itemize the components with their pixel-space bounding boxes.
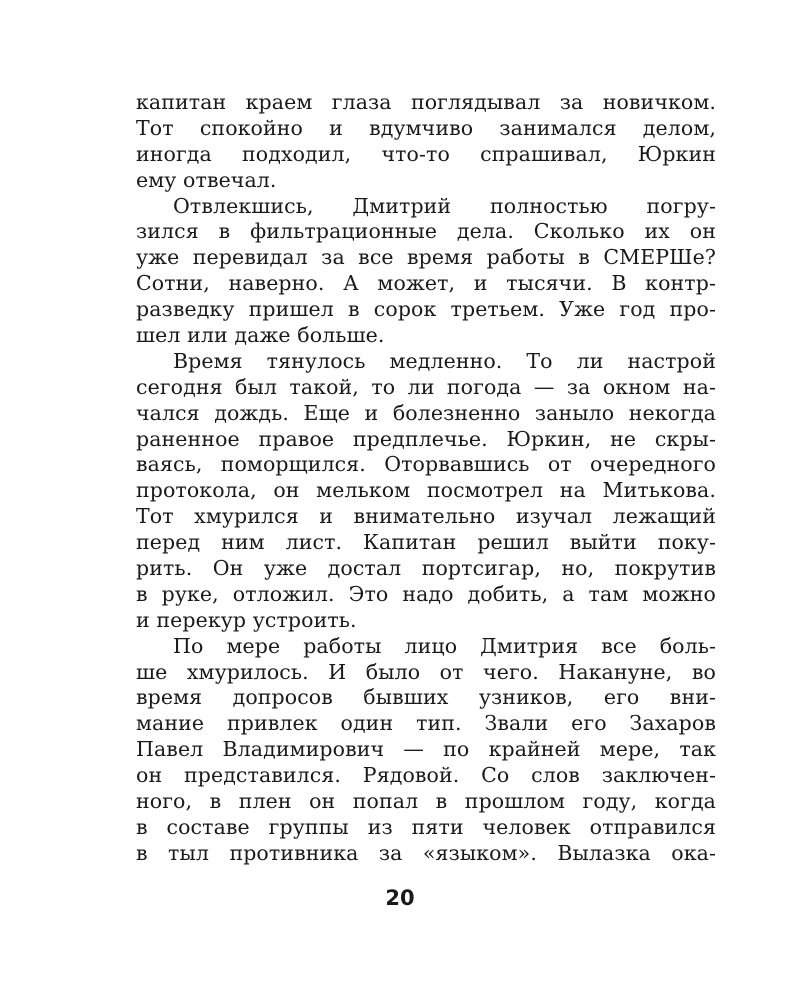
- paragraph-2: [136, 194, 716, 349]
- text-line: разведку пришел в сорок третьем. Уже год про-: [136, 297, 716, 322]
- text-line: зился в фильтрационные дела. Сколько их он: [136, 219, 716, 244]
- text-line: Тот спокойно и вдумчиво занимался делом,: [136, 115, 716, 140]
- text-line: в составе группы из пяти человек отправился: [136, 814, 716, 839]
- text-line: шел или даже больше.: [136, 323, 385, 348]
- text-line: и перекур устроить.: [136, 607, 357, 632]
- book-page-text: [136, 90, 716, 867]
- text-line: уже перевидал за все время работы в СМЕРШе?: [136, 245, 716, 270]
- text-line: Сотни, наверно. А может, и тысячи. В контр-: [136, 271, 716, 296]
- text-line: перед ним лист. Капитан решил выйти поку-: [136, 530, 716, 555]
- text-line: капитан краем глаза поглядывал за новичком.: [136, 90, 716, 114]
- text-line: иногда подходил, что-то спрашивал, Юркин: [136, 141, 716, 166]
- text-line: ему отвечал.: [136, 167, 277, 192]
- text-line: ваясь, поморщился. Оторвавшись от очередного: [136, 452, 716, 477]
- text-line: в руке, отложил. Это надо добить, а там можно: [136, 581, 716, 606]
- paragraph-4: [136, 634, 716, 867]
- text-line: Отвлекшись, Дмитрий полностью погру-: [173, 193, 716, 218]
- text-line: он представился. Рядовой. Со слов заключен-: [136, 763, 716, 788]
- paragraph-3: [136, 349, 716, 634]
- text-line: сегодня был такой, то ли погода — за окном на-: [136, 374, 716, 399]
- text-line: Тот хмурился и внимательно изучал лежащий: [136, 504, 716, 529]
- text-line: мание привлек один тип. Звали его Захаров: [136, 711, 716, 736]
- text-line: рить. Он уже достал портсигар, но, покрутив: [136, 556, 716, 581]
- text-line: Павел Владимирович — по крайней мере, так: [136, 737, 716, 762]
- text-line: Время тянулось медленно. То ли настрой: [173, 348, 716, 373]
- paragraph-1: [136, 90, 716, 194]
- text-line: время допросов бывших узников, его вни-: [136, 685, 716, 710]
- text-line: протокола, он мельком посмотрел на Митькова.: [136, 478, 716, 503]
- text-line: в тыл противника за «языком». Вылазка ока-: [136, 840, 716, 865]
- text-line: чался дождь. Еще и болезненно заныло некогда: [136, 400, 716, 425]
- text-line: По мере работы лицо Дмитрия все боль-: [173, 633, 716, 658]
- text-line: ше хмурилось. И было от чего. Накануне, во: [136, 659, 716, 684]
- text-line: раненное правое предплечье. Юркин, не скры-: [136, 426, 716, 451]
- text-line: ного, в плен он попал в прошлом году, когда: [136, 789, 716, 814]
- page-number: 20: [385, 886, 415, 910]
